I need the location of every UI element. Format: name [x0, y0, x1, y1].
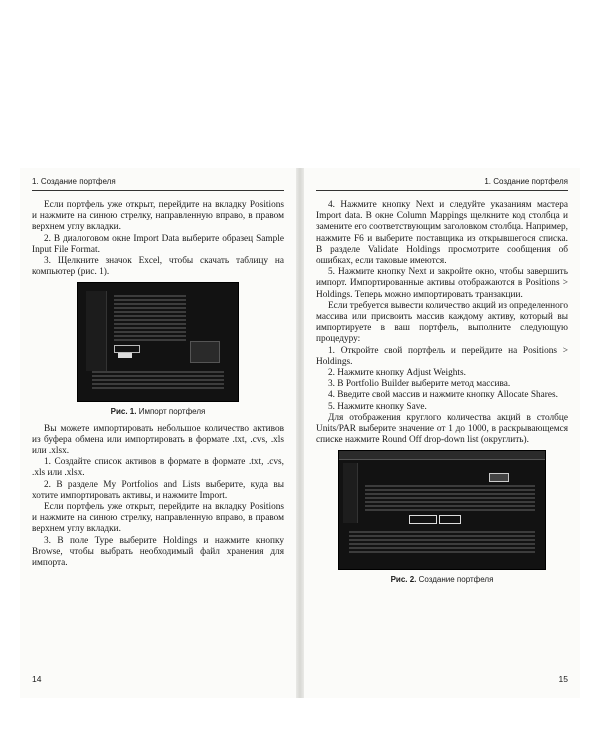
figure-1-screenshot [77, 282, 239, 402]
right-paragraph-8: 5. Нажмите кнопку Save. [328, 401, 427, 412]
right-paragraph-7: 4. Введите свой массив и нажмите кнопку Allocate Shares. [328, 390, 558, 401]
figure-2 [316, 450, 568, 570]
left-page-body [32, 200, 284, 569]
figure-2-title: Создание портфеля [418, 575, 494, 585]
left-paragraph-1: Если портфель уже открыт, перейдите на вкладку Positions и нажмите на синюю стрелку, направленную вправо, в правом верхнем углу вкладки. [32, 200, 284, 233]
running-header-left: 1. Создание портфеля [32, 176, 284, 191]
left-page [20, 168, 296, 698]
figure-1-caption [32, 406, 284, 417]
left-paragraph-3: 3. Щелкните значок Excel, чтобы скачать таблицу на компьютер (рис. 1). [32, 256, 284, 278]
right-paragraph-1: 4. Нажмите кнопку Next и следуйте указаниям мастера Import data. В окне Column Mappings щелкните код столбца и замените его соответствующим заголовком столбца. Например, нажмите F6 и выберите поставщика из открывшегося списка. В разделе Validate Holdings просмотрите сообщения об ошибках, если таковые имеются. [316, 200, 568, 267]
left-paragraph-5: 1. Создайте список активов в формате в формате .txt, .cvs, .xls или .xlsx. [32, 457, 284, 479]
right-paragraph-9: Для отображения круглого количества акций в столбце Units/PAR выберите значение от 1 до 1000, в раскрывающемся списке нажмите Round Off drop-down list (округлить). [316, 412, 568, 446]
right-paragraph-6: 3. В Portfolio Builder выберите метод массива. [328, 379, 511, 390]
left-paragraph-8: 3. В поле Type выберите Holdings и нажмите кнопку Browse, чтобы выбрать необходимый файл хранения для импорта. [32, 535, 284, 569]
figure-1-label: Рис. 1. [110, 407, 137, 417]
right-paragraph-5: 2. Нажмите кнопку Adjust Weights. [328, 368, 466, 379]
figure-1 [32, 282, 284, 402]
page-number-right: 15 [558, 674, 568, 684]
left-paragraph-2: 2. В диалоговом окне Import Data выберите образец Sample Input File Format. [32, 233, 284, 255]
left-paragraph-6: 2. В разделе My Portfolios and Lists выберите, куда вы хотите импортировать активы, и нажмите Import. [32, 479, 284, 501]
book-spine [296, 168, 304, 698]
left-paragraph-7: Если портфель уже открыт, перейдите на вкладку Positions и нажмите на синюю стрелку, направленную вправо, в правом верхнем углу вкладки. [32, 502, 284, 535]
right-paragraph-3: Если требуется вывести количество акций из определенного массива или присвоить массив каждому активу, который вы импортируете в ваш портфель, выполните следующую процедуру: [316, 300, 568, 345]
figure-1-title: Импорт портфеля [138, 407, 206, 417]
running-header-right: 1. Создание портфеля [316, 176, 568, 191]
right-paragraph-2: 5. Нажмите кнопку Next и закройте окно, чтобы завершить импорт. Импортированные активы отображаются в Positions > Holdings. Теперь можно импортировать транзакции. [316, 267, 568, 300]
figure-2-caption [316, 574, 568, 585]
right-page [304, 168, 580, 698]
page-number-left: 14 [32, 674, 42, 684]
right-page-body [316, 200, 568, 592]
figure-2-screenshot [338, 450, 546, 570]
right-paragraph-4: 1. Откройте свой портфель и перейдите на Positions > Holdings. [316, 345, 568, 367]
left-paragraph-4: Вы можете импортировать небольшое количество активов из буфера обмена или импортировать в формате .txt, .cvs, .xls или .xlsx. [32, 423, 284, 457]
figure-2-label: Рис. 2. [390, 575, 417, 585]
